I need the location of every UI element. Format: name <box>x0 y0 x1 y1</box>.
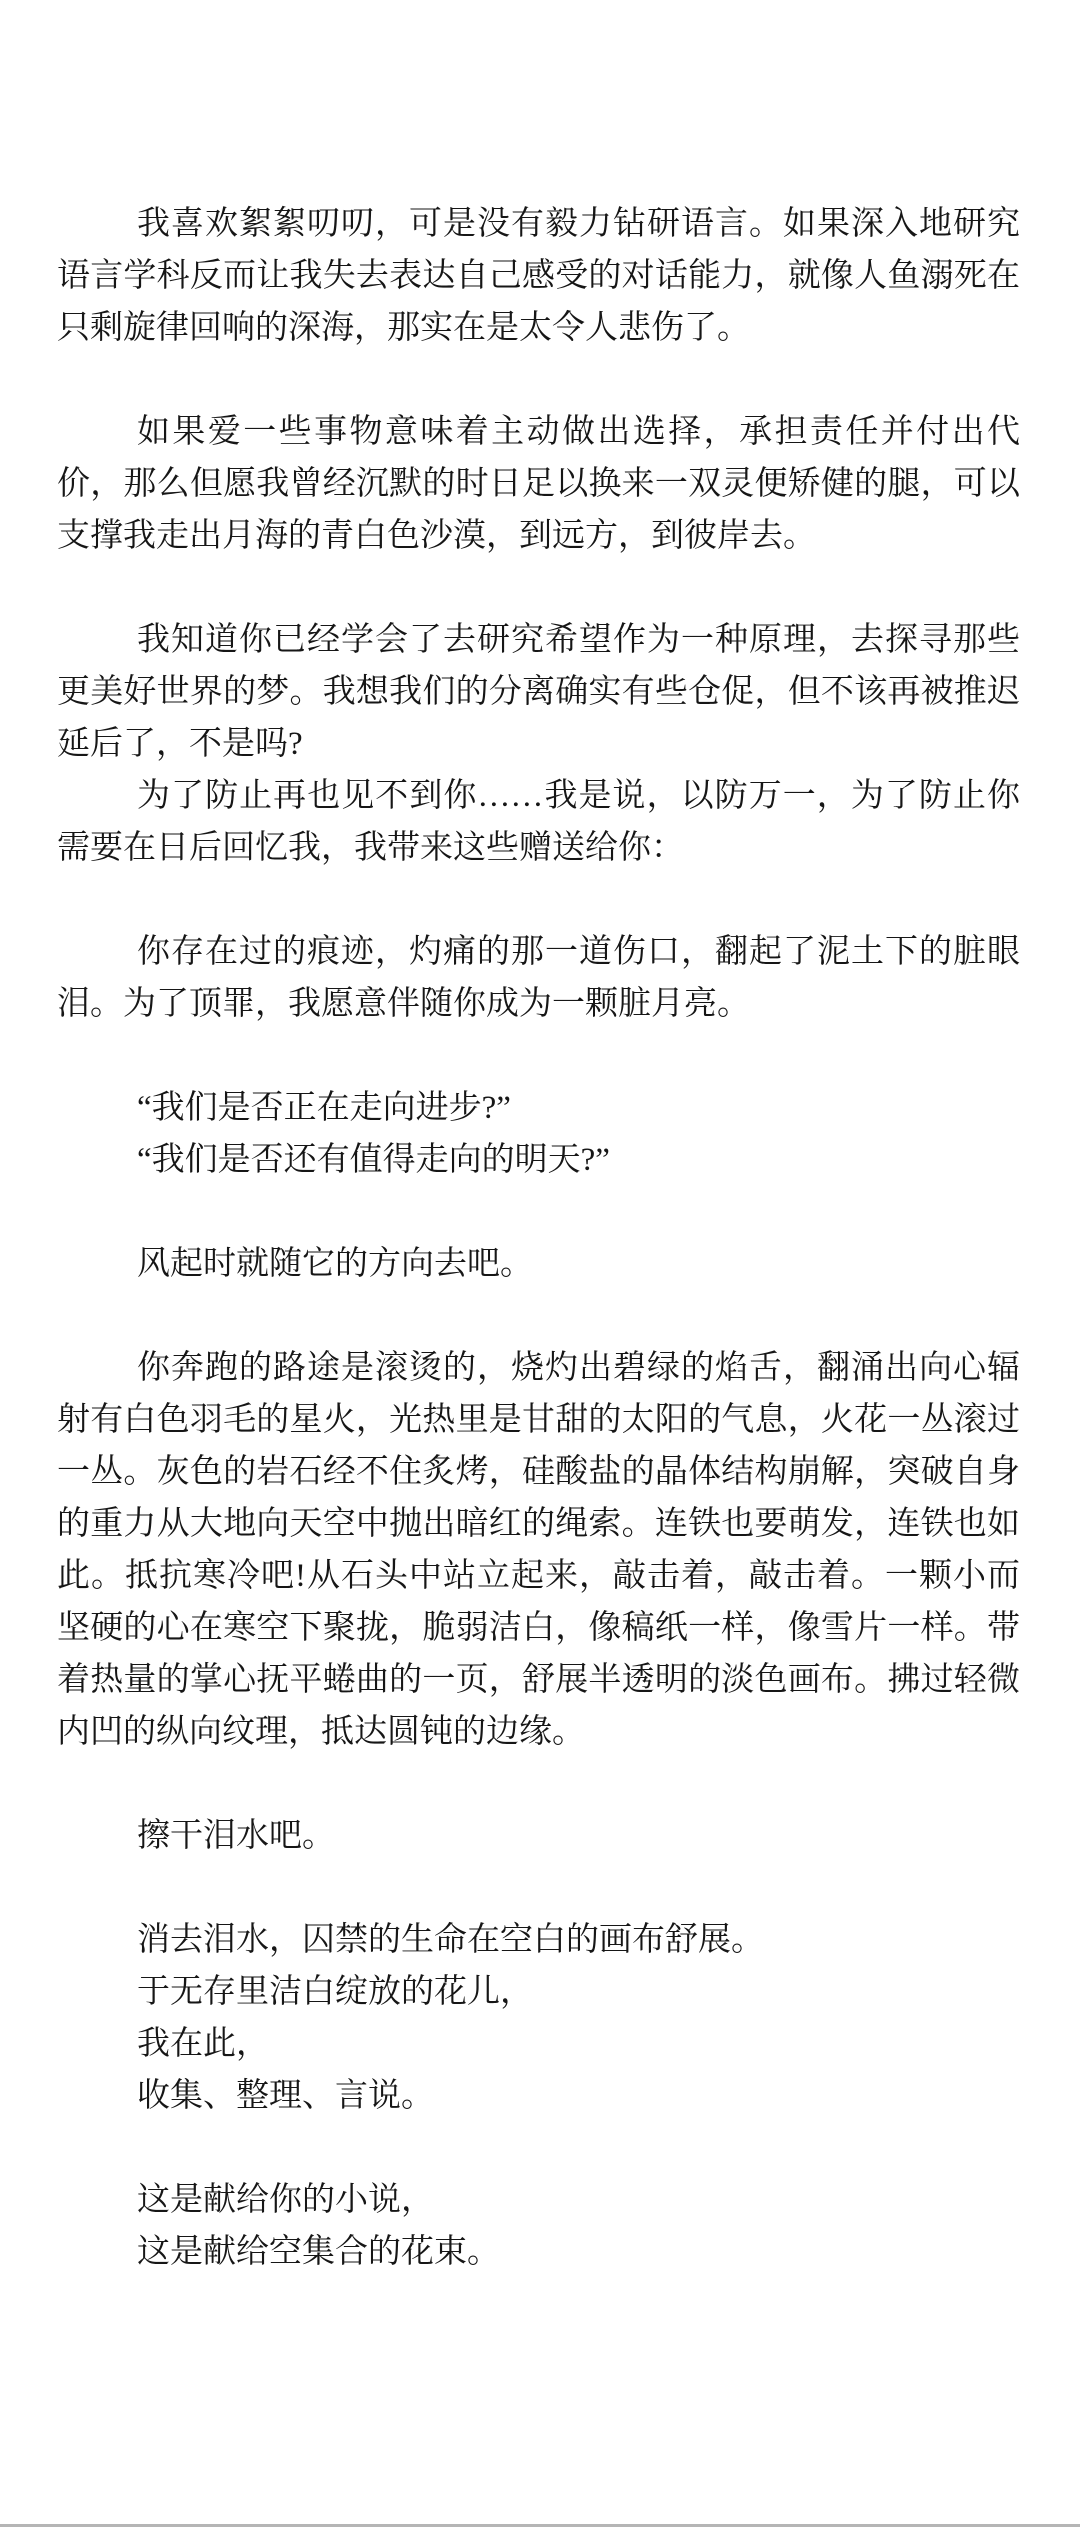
stanza-line-3: 我在此， <box>137 2026 269 2062</box>
quote-line-2: “我们是否还有值得走向的明天?” <box>137 1142 610 1178</box>
paragraph-4: 为了防止再也见不到你……我是说，以防万一，为了防止你需要在日后回忆我，我带来这些赠送给你： <box>57 778 1020 866</box>
stanza-line-2: 于无存里洁白绽放的花儿， <box>137 1974 533 2010</box>
dedication-line-1: 这是献给你的小说， <box>137 2182 434 2218</box>
quote-line-1: “我们是否正在走向进步?” <box>137 1090 511 1126</box>
paragraph-5: 你存在过的痕迹，灼痛的那一道伤口，翻起了泥土下的脏眼泪。为了顶罪，我愿意伴随你成为一颗脏月亮。 <box>57 934 1020 1022</box>
paragraph-9: 你奔跑的路途是滚烫的，烧灼出碧绿的焰舌，翻涌出向心辐射有白色羽毛的星火，光热里是甘甜的太阳的气息，火花一丛滚过一丛。灰色的岩石经不住炙烤，硅酸盐的晶体结构崩解，突破自身的重力从大地向天空中抛出暗红的绳索。连铁也要萌发，连铁也如此。抵抗寒冷吧!从石头中站立起来，敲击着，敲击着。一颗小而坚硬的心在寒空下聚拢，脆弱洁白，像稿纸一样，像雪片一样。带着热量的掌心抚平蜷曲的一页，舒展半透明的淡色画布。拂过轻微内凹的纵向纹理，抵达圆钝的边缘。 <box>57 1350 1020 1750</box>
paragraph-10: 擦干泪水吧。 <box>137 1818 335 1854</box>
paragraph-3: 我知道你已经学会了去研究希望作为一种原理，去探寻那些更美好世界的梦。我想我们的分离确实有些仓促，但不该再被推迟延后了，不是吗? <box>57 622 1020 762</box>
paragraph-2: 如果爱一些事物意味着主动做出选择，承担责任并付出代价，那么但愿我曾经沉默的时日足以换来一双灵便矫健的腿，可以支撑我走出月海的青白色沙漠，到远方，到彼岸去。 <box>57 414 1020 554</box>
stanza-line-4: 收集、整理、言说。 <box>137 2078 434 2114</box>
paragraph-1: 我喜欢絮絮叨叨，可是没有毅力钻研语言。如果深入地研究语言学科反而让我失去表达自己感受的对话能力，就像人鱼溺死在只剩旋律回响的深海，那实在是太令人悲伤了。 <box>57 206 1020 346</box>
stanza-line-1: 消去泪水，囚禁的生命在空白的画布舒展。 <box>137 1922 764 1958</box>
dedication-line-2: 这是献给空集合的花束。 <box>137 2234 500 2270</box>
paragraph-8: 风起时就随它的方向去吧。 <box>137 1246 533 1282</box>
